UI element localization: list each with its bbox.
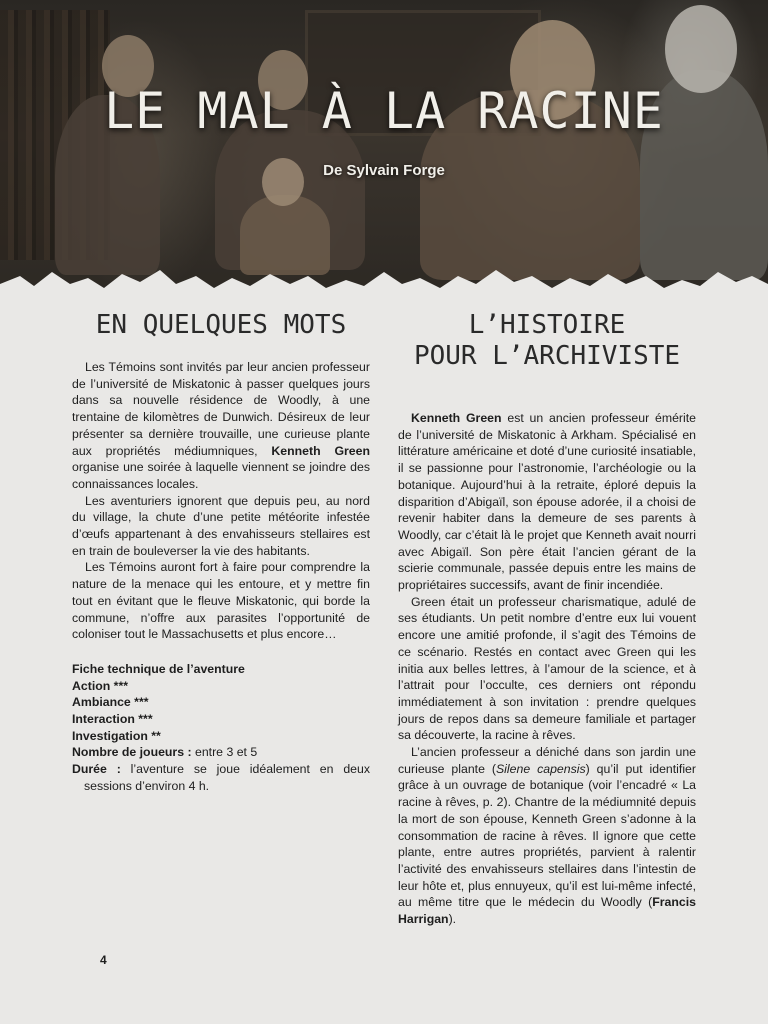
author-credit: De Sylvain Forge [323, 162, 445, 179]
body-paragraph: Kenneth Green est un ancien professeur émérite de l’université de Miskatonic à Arkham. Spécialisé en littérature américaine et doté d’une curiosité insatiable, il se passionne pour l’astronomie, l’archéologie ou la botanique. Aujourd’hui à la retraite, éploré depuis la disparition d’Abigaïl, son épouse adorée, il a choisi de revenir habiter dans la demeure de ses parents à Woodly, car c’était là le projet que Kenneth avait nourri avec Abigaïl. Son père était l’ancien gérant de la scierie communale, passée depuis entre les mains de propriétaires successifs, avant de finir incendiée. [398, 411, 696, 593]
session-duration: Durée : l’aventure se joue idéalement en deux sessions d’environ 4 h. [72, 762, 370, 793]
page-title: LE MAL À LA RACINE [104, 82, 664, 140]
rating-interaction: Interaction *** [72, 712, 153, 727]
left-column [72, 310, 370, 795]
body-paragraph: Les Témoins sont invités par leur ancien professeur de l’université de Miskatonic à passer quelques jours dans sa nouvelle résidence de Woodly, à une trentaine de kilomètres de Dunwich. Désireux de leur présenter sa dernière trouvaille, une curieuse plante aux propriétés médiumniques, Kenneth Green organise une soirée à laquelle viennent se joindre des connaissances locales. [72, 360, 370, 491]
section-heading-histoire: L’HISTOIRE POUR L’ARCHIVISTE [413, 310, 681, 371]
rating-action: Action *** [72, 678, 129, 693]
header-illustration [0, 0, 768, 300]
character-name: Francis Harrigan [398, 895, 696, 927]
character-name: Kenneth Green [271, 443, 370, 458]
rating-ambiance: Ambiance *** [72, 695, 149, 710]
body-paragraph: L’ancien professeur a déniché dans son jardin une curieuse plante (Silene capensis) qu’il put identifier grâce à un ouvrage de botanique (voir l’encadré « La racine à rêves, p. 2). Chantre de la médiumnité depuis la mort de son épouse, Kenneth Green s’adonne à la consommation de racine à rêves. Il ignore que cette plante, entre autres propriétés, parvient à ralentir l’activité des envahisseurs stellaires dans l’intestin de leur hôte et, plus ennuyeux, qu’il est lui-même infecté, au même titre que le médecin du Woodly (Francis Harrigan). [398, 745, 696, 927]
latin-plant-name: Silene capensis [495, 761, 586, 776]
body-paragraph: Les Témoins auront fort à faire pour comprendre la nature de la menace qui les entoure, et y mettre fin tout en évitant que le fleuve Miskatonic, qui borde la commune, n’offre aux parasites l’opportunité de coloniser tout le Massachusetts et plus encore… [72, 560, 370, 642]
page-number: 4 [100, 953, 107, 967]
sheet-title: Fiche technique de l’aventure [72, 661, 245, 676]
body-paragraph: Les aventuriers ignorent que depuis peu, au nord du village, la chute d’une petite météorite infestée d’œufs appartenant à des envahisseurs stellaires est en train de bouleverser la vie des habitants. [72, 493, 370, 558]
section-heading-en-quelques-mots: EN QUELQUES MOTS [95, 310, 347, 340]
player-count: Nombre de joueurs : entre 3 et 5 [72, 745, 258, 760]
adventure-sheet [72, 661, 370, 795]
right-column [398, 310, 696, 928]
ghost-head-illustration [665, 5, 737, 93]
body-paragraph: Green était un professeur charismatique, adulé de ses étudiants. Un petit nombre d’entre eux lui vouent encore une amitié profonde, il s’agit des Témoins de ce scénario. Restés en contact avec Green qui les initia aux belles lettres, à l’amour de la science, et à l’attrait pour l’occulte, ces derniers ont répondu immédiatement à son invitation : prendre quelques jours de repos dans sa demeure familiale et partager sa découverte, la racine à rêves. [398, 594, 696, 743]
rating-investigation: Investigation ** [72, 728, 161, 743]
character-name: Kenneth Green [411, 411, 502, 425]
torn-paper-edge [0, 262, 768, 302]
